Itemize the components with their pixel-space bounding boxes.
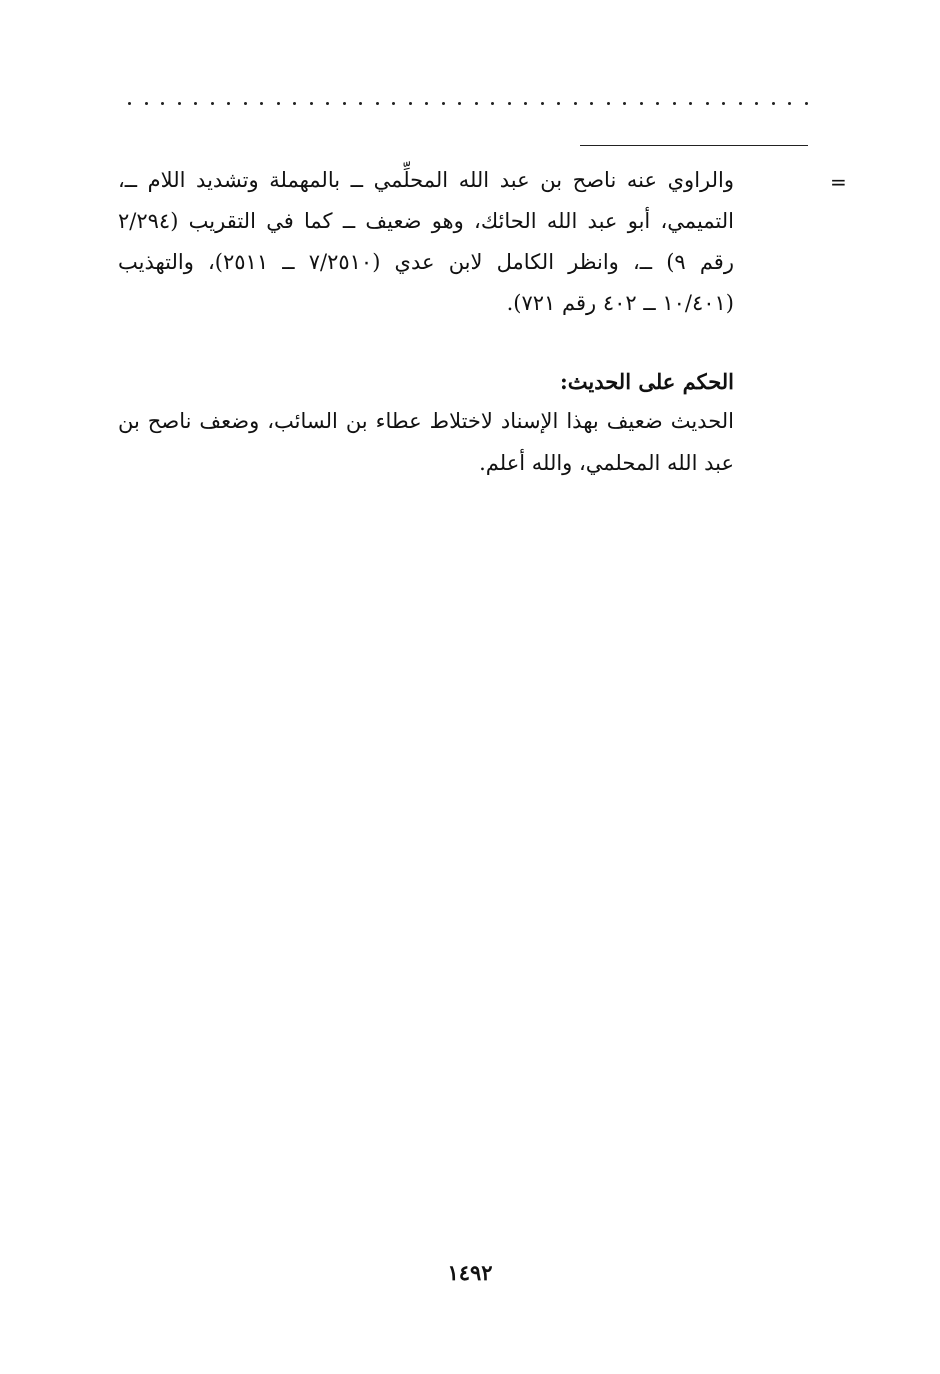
separator-dot [227, 102, 230, 105]
separator-dot [541, 102, 544, 105]
separator-dot [293, 102, 296, 105]
separator-dot [409, 102, 412, 105]
separator-dot [706, 102, 709, 105]
separator-dot [376, 102, 379, 105]
page-number: ١٤٩٢ [447, 1260, 493, 1285]
separator-dot [689, 102, 692, 105]
separator-dot [244, 102, 247, 105]
separator-dot [607, 102, 610, 105]
separator-dot [194, 102, 197, 105]
separator-dot [277, 102, 280, 105]
separator-dot [772, 102, 775, 105]
separator-dot [508, 102, 511, 105]
hadith-verdict-body: الحديث ضعيف بهذا الإسناد لاختلاط عطاء بن السائب، وضعف ناصح بن عبد الله المحلمي، والله أعلم. [118, 409, 734, 475]
footnote-continuation-mark: = [830, 170, 847, 194]
dotted-separator [128, 96, 808, 110]
separator-dot [458, 102, 461, 105]
separator-dot [359, 102, 362, 105]
separator-dot [623, 102, 626, 105]
separator-dot [145, 102, 148, 105]
separator-dot [178, 102, 181, 105]
separator-dot [310, 102, 313, 105]
separator-dot [475, 102, 478, 105]
separator-dot [590, 102, 593, 105]
separator-dot [211, 102, 214, 105]
separator-dot [343, 102, 346, 105]
separator-dot [739, 102, 742, 105]
separator-dot [442, 102, 445, 105]
separator-dot [524, 102, 527, 105]
separator-dot [260, 102, 263, 105]
footnote-separator-line [580, 145, 808, 146]
separator-dot [392, 102, 395, 105]
separator-dot [722, 102, 725, 105]
separator-dot [425, 102, 428, 105]
separator-dot [805, 102, 808, 105]
separator-dot [557, 102, 560, 105]
separator-dot [574, 102, 577, 105]
separator-dot [673, 102, 676, 105]
separator-dot [491, 102, 494, 105]
separator-dot [788, 102, 791, 105]
separator-dot [640, 102, 643, 105]
separator-dot [161, 102, 164, 105]
footnote-text: والراوي عنه ناصح بن عبد الله المحلِّمي ــ بالمهملة وتشديد اللام ــ، التميمي، أبو عبد الله الحائك، وهو ضعيف ــ كما في التقريب (٢/٢٩٤ رقم ٩) ــ، وانظر الكامل لابن عدي (٧/٢٥١٠ ــ ٢٥١١)، والتهذيب (١٠/٤٠١ ــ ٤٠٢ رقم ٧٢١). [118, 168, 734, 315]
separator-dot [755, 102, 758, 105]
separator-dot [326, 102, 329, 105]
separator-dot [656, 102, 659, 105]
hadith-verdict-heading: الحكم على الحديث: [560, 369, 734, 394]
separator-dot [128, 102, 131, 105]
